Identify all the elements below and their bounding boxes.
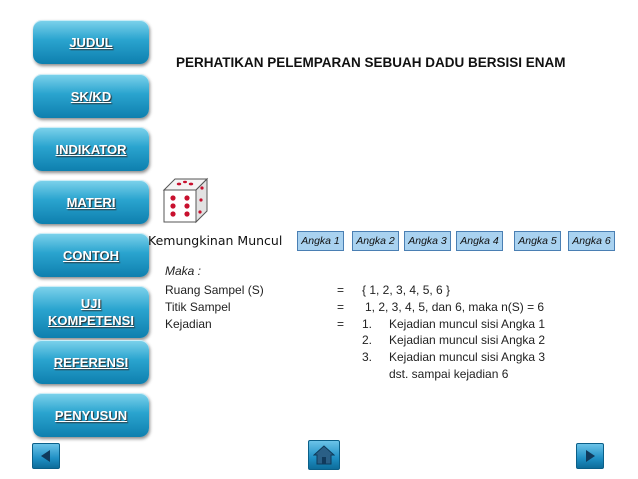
nav-penyusun-label: PENYUSUN (54, 407, 128, 423)
nav-indikator-label: INDIKATOR (55, 141, 127, 157)
event-number: 3. (362, 350, 373, 364)
option-angka-6[interactable]: Angka 6 (568, 231, 615, 251)
prev-button[interactable] (32, 443, 60, 469)
nav-uji-kompetensi-button[interactable] (33, 286, 149, 338)
prompt-label: Kemungkinan Muncul (148, 233, 283, 248)
nav-uji-label: UJI (80, 296, 102, 311)
nav-indikator-button[interactable] (33, 127, 149, 171)
arrow-right-icon (582, 448, 598, 464)
arrow-left-icon (38, 448, 54, 464)
row-label: Kejadian (165, 317, 212, 331)
event-number: 2. (362, 333, 373, 347)
event-number: 1. (362, 317, 373, 331)
option-angka-3[interactable]: Angka 3 (404, 231, 451, 251)
option-angka-5[interactable]: Angka 5 (514, 231, 561, 251)
row-equals: = (337, 283, 345, 297)
maka-label: Maka : (165, 264, 202, 278)
row-equals: = (337, 317, 345, 331)
option-angka-1[interactable]: Angka 1 (297, 231, 344, 251)
row-label: Titik Sampel (165, 300, 231, 314)
nav-kompetensi-label: KOMPETENSI (48, 313, 134, 328)
home-button[interactable] (308, 440, 340, 470)
nav-materi-label: MATERI (66, 194, 116, 210)
dice-icon (161, 176, 209, 224)
nav-penyusun-button[interactable] (33, 393, 149, 437)
row-value: 1, 2, 3, 4, 5, dan 6, maka n(S) = 6 (365, 300, 545, 314)
nav-judul-label: JUDUL (69, 34, 113, 50)
page-title: PERHATIKAN PELEMPARAN SEBUAH DADU BERSISI ENAM (176, 55, 566, 70)
next-button[interactable] (576, 443, 604, 469)
nav-skkd-label: SK/KD (70, 88, 112, 104)
nav-referensi-button[interactable] (33, 340, 149, 384)
nav-referensi-label: REFERENSI (53, 354, 129, 370)
row-label: Ruang Sampel (S) (165, 283, 264, 297)
row-equals: = (337, 300, 345, 314)
option-angka-2[interactable]: Angka 2 (352, 231, 399, 251)
event-text: Kejadian muncul sisi Angka 3 (389, 350, 546, 364)
nav-judul-button[interactable] (33, 20, 149, 64)
home-icon (313, 445, 335, 465)
footer-note: dst. sampai kejadian 6 (389, 367, 509, 381)
option-angka-4[interactable]: Angka 4 (456, 231, 503, 251)
nav-contoh-button[interactable] (33, 233, 149, 277)
event-text: Kejadian muncul sisi Angka 2 (389, 333, 546, 347)
nav-skkd-button[interactable] (33, 74, 149, 118)
nav-contoh-label: CONTOH (62, 247, 120, 263)
nav-materi-button[interactable] (33, 180, 149, 224)
row-value: { 1, 2, 3, 4, 5, 6 } (362, 283, 451, 297)
event-text: Kejadian muncul sisi Angka 1 (389, 317, 546, 331)
